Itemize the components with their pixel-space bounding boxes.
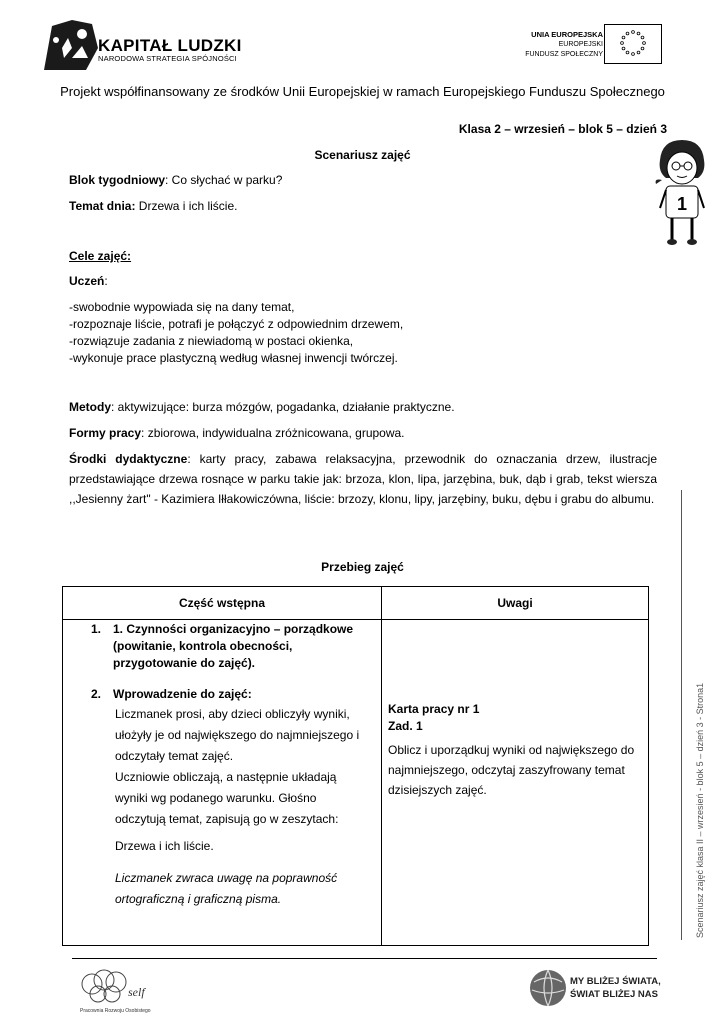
goals-heading: Cele zajęć: bbox=[69, 249, 132, 263]
col-header-notes: Uwagi bbox=[497, 596, 533, 610]
teaching-aids-value: : karty pracy, zabawa relaksacyjna, przewodnik do oznaczania drzew, ilustracje przedstawiające drzewa rosnące w parku takie jak: brzoza, klon, lipa, jarzębina, buk, dąb i grab, tekst wiersza ,,Jesienny żart" - Kazimiera Iłłakowiczówna, liście: brzozy, klonu, lipy, jarzębiny, buku, dębu i grabu do albumu. bbox=[69, 452, 657, 506]
lesson-topic-label: Temat dnia: bbox=[69, 199, 136, 213]
item1-number: 1. bbox=[91, 622, 102, 636]
notes-worksheet-title: Karta pracy nr 1 bbox=[388, 702, 480, 716]
girl-number: 1 bbox=[676, 194, 688, 214]
col-header-intro: Część wstępna bbox=[178, 596, 266, 610]
item2-title: Wprowadzenie do zajęć: bbox=[113, 687, 252, 701]
lesson-topic bbox=[69, 199, 237, 213]
student-label: Uczeń bbox=[69, 274, 105, 288]
item2-paragraph-3: Drzewa i ich liście. bbox=[115, 839, 214, 853]
weekly-block-value: : Co słychać w parku? bbox=[165, 173, 283, 187]
weekly-block-label: Blok tygodniowy bbox=[69, 173, 165, 187]
eu-flag-icon bbox=[604, 24, 662, 64]
weekly-block bbox=[69, 173, 282, 187]
student-heading bbox=[69, 274, 108, 288]
side-footer-text bbox=[693, 600, 705, 940]
ue-line1: UNIA EUROPEJSKA bbox=[531, 30, 603, 39]
methods-value: : aktywizujące: burza mózgów, pogadanka, działanie praktyczne. bbox=[111, 400, 455, 414]
teaching-aids-label: Środki dydaktyczne bbox=[69, 452, 188, 466]
self-logo-name: self bbox=[128, 985, 145, 999]
teaching-aids bbox=[69, 449, 657, 509]
methods bbox=[69, 400, 455, 414]
list-item: -wykonuje prace plastyczną według własnej inwencji twórczej. bbox=[69, 351, 398, 365]
my-blizej-swiata-logo-icon bbox=[528, 964, 668, 1012]
item1-text: 1. Czynności organizacyjno – porządkowe (powitanie, kontrola obecności, przygotowanie do zajęć). bbox=[113, 622, 354, 670]
side-rule bbox=[681, 490, 682, 940]
self-logo-icon bbox=[76, 964, 158, 1016]
item2-paragraph-4: Liczmanek zwraca uwagę na poprawność ortograficzną i graficzną pisma. bbox=[115, 871, 338, 906]
list-item: -rozpoznaje liście, potrafi je połączyć z odpowiednim drzewem, bbox=[69, 317, 404, 331]
footer-rule bbox=[72, 958, 657, 959]
self-logo-caption: Pracownia Rozwoju Osobistego bbox=[80, 1008, 151, 1014]
item2-paragraph-1: Liczmanek prosi, aby dzieci obliczyły wyniki, ułożyły je od największego do najmniejszego i odczytały temat zajęć. bbox=[115, 707, 360, 763]
table-divider bbox=[381, 587, 382, 945]
work-forms-value: : zbiorowa, indywidualna zróżnicowana, grupowa. bbox=[141, 426, 405, 440]
notes-task-text: Oblicz i uporządkuj wyniki od największego do najmniejszego, odczytaj zaszyfrowany temat dzisiejszych zajęć. bbox=[388, 743, 635, 797]
girl-mascot-icon bbox=[652, 138, 710, 246]
item2-number: 2. bbox=[91, 687, 102, 701]
lesson-table bbox=[62, 586, 649, 946]
mb-line2: ŚWIAT BLIŻEJ NAS bbox=[570, 989, 658, 1000]
kapital-ludzki-title: KAPITAŁ LUDZKI bbox=[98, 36, 242, 55]
mb-line1: MY BLIŻEJ ŚWIATA, bbox=[570, 976, 661, 987]
goals-list bbox=[69, 299, 403, 367]
notes-task-title: Zad. 1 bbox=[388, 719, 423, 733]
scenario-title: Scenariusz zajęć bbox=[314, 148, 411, 162]
ue-line2: EUROPEJSKI bbox=[558, 41, 603, 48]
lesson-course-heading: Przebieg zajęć bbox=[321, 560, 404, 574]
kapital-ludzki-logo-icon bbox=[42, 18, 100, 72]
work-forms-label: Formy pracy bbox=[69, 426, 142, 440]
kapital-ludzki-subtitle: NARODOWA STRATEGIA SPÓJNOŚCI bbox=[98, 54, 237, 63]
lesson-topic-value: Drzewa i ich liście. bbox=[135, 199, 238, 213]
project-funding-line: Projekt współfinansowany ze środków Unii Europejskiej w ramach Europejskiego Funduszu Społecznego bbox=[60, 84, 665, 99]
student-colon: : bbox=[104, 274, 108, 288]
work-forms bbox=[69, 426, 405, 440]
list-item: -swobodnie wypowiada się na dany temat, bbox=[69, 300, 295, 314]
item2-paragraph-2: Uczniowie obliczają, a następnie układają wyniki wg podanego warunku. Głośno odczytują temat, zapisują go w zeszytach: bbox=[115, 770, 339, 826]
side-footer-label: Scenariusz zajęć klasa II – wrzesień - blok 5 – dzień 3 - Strona1 bbox=[695, 682, 705, 938]
ue-label bbox=[525, 30, 603, 60]
list-item: -rozwiązuje zadania z niewiadomą w postaci okienka, bbox=[69, 334, 354, 348]
ue-line3: FUNDUSZ SPOŁECZNY bbox=[525, 51, 603, 58]
methods-label: Metody bbox=[69, 400, 111, 414]
class-info: Klasa 2 – wrzesień – blok 5 – dzień 3 bbox=[458, 122, 667, 136]
